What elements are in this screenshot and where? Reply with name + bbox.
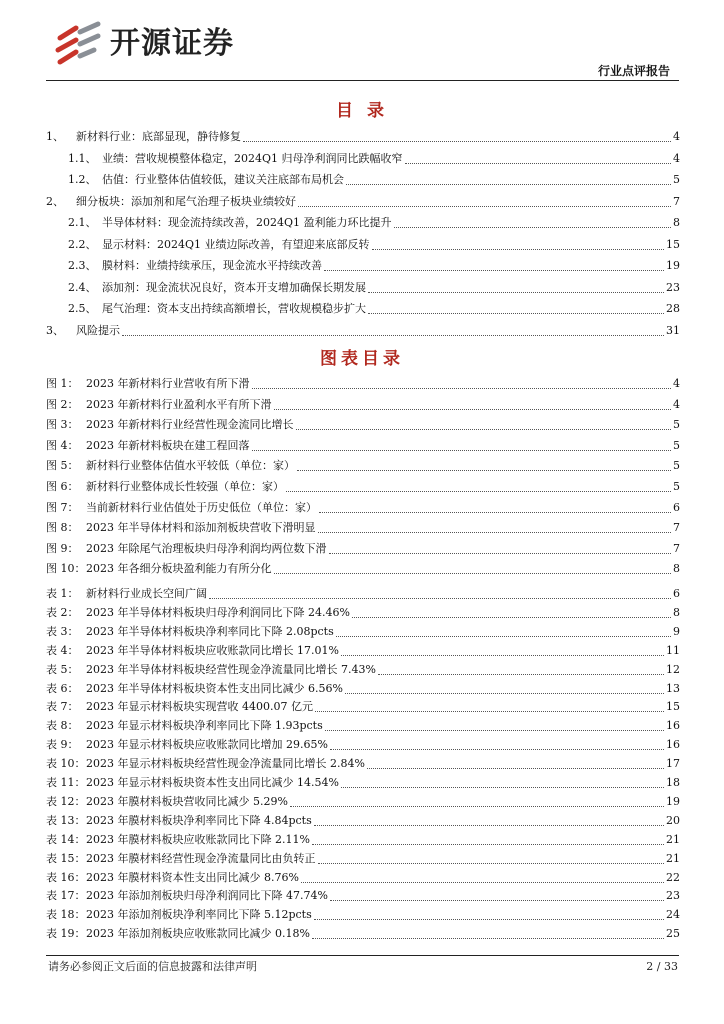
toc-entry-number: 1.1、 [68,151,97,165]
table-entry-number: 表 15： [46,851,86,865]
footer-divider [46,955,679,956]
dot-leader [378,673,664,675]
toc-entry-text: 估值：行业整体估值较低，建议关注底部布局机会 [102,173,344,186]
figure-entry[interactable] [46,560,680,578]
table-entry-number: 表 5： [46,662,79,676]
table-entry[interactable] [46,755,680,773]
table-entry-page: 22 [666,870,680,884]
figure-entry-number: 图 6： [46,480,79,493]
figure-entry-text: 2023 年新材料板块在建工程回落 [86,438,250,452]
table-entry-number: 表 13： [46,813,86,827]
figure-entry-text: 新材料行业整体估值水平较低（单位：家） [86,459,295,473]
toc-entry-page: 8 [673,216,680,229]
figures-toc-title: 图表目录 [320,349,404,369]
table-entry-page: 21 [666,832,680,846]
table-entry[interactable] [46,736,680,754]
figure-entry-text: 新材料行业整体成长性较强（单位：家） [86,480,284,493]
toc-entry-page: 19 [666,259,680,272]
dot-leader [318,862,665,864]
table-entry-page: 19 [666,794,680,808]
dot-leader [329,552,672,554]
figure-entry-page: 7 [673,521,680,535]
table-entry-page: 9 [673,624,680,638]
toc-entry-text: 添加剂：现金流状况良好，资本开支增加确保长期发展 [102,280,366,294]
table-entry-text: 2023 年显示材料板块经营性现金净流量同比增长 2.84% [86,757,365,771]
dot-leader [314,824,664,826]
table-entry-number: 表 8： [46,719,79,733]
dot-leader [297,469,671,471]
toc-entry-number: 2.1、 [68,216,97,229]
toc-entry[interactable] [46,322,680,340]
figure-entry-text: 2023 年除尾气治理板块归母净利润均两位数下滑 [86,541,327,555]
toc-entry-page: 28 [666,302,680,315]
table-entry-number: 表 9： [46,738,79,752]
toc-entry-text: 细分板块：添加剂和尾气治理子板块业绩较好 [76,194,296,208]
company-logo [54,20,284,68]
dot-leader [318,531,672,533]
dot-leader [394,226,671,228]
dot-leader [324,269,664,271]
toc-entry[interactable] [68,300,680,318]
table-entry-text: 2023 年半导体材料板块资本性支出同比减少 6.56% [86,681,343,695]
table-entry-number: 表 12： [46,794,86,808]
table-entry-text: 2023 年膜材料板块净利率同比下降 4.84pcts [86,813,312,827]
toc-entry-number: 2.3、 [68,259,97,272]
toc-entry-number: 2.5、 [68,302,97,315]
dot-leader [352,616,671,618]
dot-leader [301,881,664,883]
table-entry[interactable] [46,717,680,735]
dot-leader [341,654,664,656]
table-entry[interactable] [46,906,680,924]
table-entry-text: 2023 年显示材料板块实现营收 4400.07 亿元 [86,700,313,714]
toc-entry-number: 1.2、 [68,173,97,186]
dot-leader [252,449,672,451]
toc-entry-page: 7 [673,194,680,208]
table-entry-text: 2023 年添加剂板块应收账款同比减少 0.18% [86,927,310,941]
table-entry-text: 2023 年膜材料经营性现金净流量同比由负转正 [86,851,316,865]
table-entry-page: 21 [666,851,680,865]
dot-leader [368,291,664,293]
toc-entry-text: 显示材料：2024Q1 业绩边际改善，有望迎来底部反转 [102,237,370,251]
toc-entry-text: 膜材料：业绩持续承压，现金流水平持续改善 [102,259,322,272]
figure-entry-number: 图 10： [46,562,86,576]
table-entry-number: 表 3： [46,624,79,638]
toc-entry-page: 4 [673,151,680,165]
dot-leader [341,786,664,788]
dot-leader [314,918,664,920]
table-entry[interactable] [46,831,680,849]
dot-leader [290,805,664,807]
figure-entry-text: 2023 年各细分板块盈利能力有所分化 [86,562,272,576]
figure-entry-number: 图 4： [46,438,79,452]
table-entry-page: 15 [666,700,680,714]
table-entry[interactable] [46,793,680,811]
table-entry-text: 2023 年半导体材料板块归母净利润同比下降 24.46% [86,605,350,619]
toc-entry-page: 15 [666,237,680,251]
figure-entry-page: 7 [673,541,680,555]
page-number: 2 / 33 [646,960,678,973]
toc-entry[interactable] [46,128,680,146]
figure-entry-number: 图 7： [46,500,79,514]
table-entry-number: 表 6： [46,681,79,695]
figure-entry-page: 5 [673,418,680,432]
table-entry-page: 25 [666,927,680,941]
toc-entry-page: 5 [673,173,680,186]
dot-leader [274,408,672,410]
toc-entry-page: 23 [666,280,680,294]
table-entry[interactable] [46,604,680,622]
figure-entry-page: 4 [673,397,680,411]
toc-entry[interactable] [68,150,680,168]
figure-entry[interactable] [46,519,680,537]
toc-entry[interactable] [68,236,680,254]
toc-entry-number: 2.2、 [68,237,97,251]
toc-entry[interactable] [68,257,680,275]
dot-leader [330,899,664,901]
table-entry-text: 2023 年添加剂板块净利率同比下降 5.12pcts [86,908,312,922]
table-entry-text: 2023 年半导体材料板块净利率同比下降 2.08pcts [86,624,334,638]
table-entry-page: 18 [666,776,680,789]
table-entry[interactable] [46,774,680,792]
dot-leader [243,140,671,142]
toc-entry-text: 风险提示 [76,323,120,337]
figure-entry-text: 2023 年新材料行业经营性现金流同比增长 [86,418,294,432]
toc-entry-number: 2.4、 [68,280,97,294]
table-entry-number: 表 11： [46,776,86,789]
table-entry-page: 12 [666,662,680,676]
toc-entry-number: 1、 [46,130,64,143]
figure-entry-number: 图 8： [46,521,79,535]
figure-entry-page: 5 [673,459,680,473]
figure-entry-text: 2023 年新材料行业盈利水平有所下滑 [86,397,272,411]
dot-leader [368,312,664,314]
dot-leader [345,692,664,694]
table-entry-page: 6 [673,587,680,600]
dot-leader [336,635,671,637]
table-entry[interactable] [46,642,680,660]
table-entry-number: 表 2： [46,605,79,619]
table-entry-text: 2023 年膜材料板块营收同比减少 5.29% [86,794,288,808]
table-entry-page: 8 [673,605,680,619]
table-entry-number: 表 7： [46,700,79,714]
report-type-label: 行业点评报告 [597,64,670,78]
figure-entry-page: 5 [673,438,680,452]
figure-entry-number: 图 3： [46,418,79,432]
dot-leader [298,205,671,207]
table-entry[interactable] [46,661,680,679]
table-entry-page: 16 [666,738,680,752]
dot-leader [312,843,664,845]
table-entry[interactable] [46,850,680,868]
toc-entry[interactable] [68,171,680,189]
toc-entry-text: 尾气治理：资本支出持续高额增长，营收规模稳步扩大 [102,302,366,315]
figure-entry-number: 图 2： [46,397,79,411]
dot-leader [405,162,671,164]
figure-entry[interactable] [46,396,680,414]
table-entry[interactable] [46,925,680,943]
figure-entry-number: 图 1： [46,377,79,390]
figure-entry-page: 4 [673,377,680,390]
table-entry-page: 24 [666,908,680,922]
table-entry-number: 表 14： [46,832,86,846]
figure-entry[interactable] [46,540,680,558]
toc-entry-text: 半导体材料：现金流持续改善，2024Q1 盈利能力环比提升 [102,216,392,229]
toc-entry-number: 3、 [46,323,64,337]
toc-entry-page: 31 [666,323,680,337]
table-entry-text: 2023 年添加剂板块归母净利润同比下降 47.74% [86,889,328,903]
company-name: 开源证券 [110,26,234,61]
table-entry-page: 16 [666,719,680,733]
dot-leader [367,767,664,769]
table-entry-number: 表 18： [46,908,86,922]
table-entry[interactable] [46,680,680,698]
dot-leader [312,937,664,939]
figure-entry[interactable] [46,478,680,496]
figure-entry[interactable] [46,416,680,434]
figure-entry-number: 图 9： [46,541,79,555]
table-entry[interactable] [46,869,680,887]
table-entry-text: 2023 年半导体材料板块应收账款同比增长 17.01% [86,643,339,657]
dot-leader [319,511,671,513]
toc-entry[interactable] [68,214,680,232]
toc-entry-page: 4 [673,130,680,143]
table-entry-number: 表 17： [46,889,86,903]
figure-entry[interactable] [46,437,680,455]
logo-mark-icon [54,20,102,68]
figure-entry-page: 5 [673,480,680,493]
dot-leader [346,183,671,185]
figure-entry-text: 当前新材料行业估值处于历史低位（单位：家） [86,500,317,514]
table-entry-number: 表 10： [46,757,86,771]
table-entry-text: 2023 年膜材料板块应收账款同比下降 2.11% [86,832,310,846]
table-entry-text: 2023 年显示材料板块净利率同比下降 1.93pcts [86,719,323,733]
table-entry-number: 表 16： [46,870,86,884]
figure-entry[interactable] [46,457,680,475]
table-entry[interactable] [46,623,680,641]
table-entry[interactable] [46,887,680,905]
table-entry-text: 2023 年显示材料板块资本性支出同比减少 14.54% [86,776,339,789]
table-entry[interactable] [46,812,680,830]
toc-entry-number: 2、 [46,194,64,208]
table-entry-text: 2023 年膜材料资本性支出同比减少 8.76% [86,870,299,884]
dot-leader [325,729,664,731]
dot-leader [372,248,664,250]
toc-title: 目 录 [336,101,388,121]
table-entry-page: 17 [666,757,680,771]
table-entry-text: 2023 年显示材料板块应收账款同比增加 29.65% [86,738,328,752]
dot-leader [252,387,672,389]
table-entry-number: 表 4： [46,643,79,657]
header-divider [46,80,679,81]
dot-leader [330,748,664,750]
table-entry-number: 表 19： [46,927,86,941]
page-header [0,0,724,84]
dot-leader [209,597,671,599]
figure-entry-page: 8 [673,562,680,576]
figure-entry-text: 2023 年半导体材料和添加剂板块营收下滑明显 [86,521,316,535]
toc-entry[interactable] [68,279,680,297]
table-entry-text: 新材料行业成长空间广阔 [86,587,207,600]
toc-entry[interactable] [46,193,680,211]
toc-entry-text: 业绩：营收规模整体稳定，2024Q1 归母净利润同比跌幅收窄 [102,151,403,165]
figure-entry[interactable] [46,375,680,393]
dot-leader [286,490,671,492]
table-entry[interactable] [46,698,680,716]
table-entry-number: 表 1： [46,587,79,600]
figure-entry-text: 2023 年新材料行业营收有所下滑 [86,377,250,390]
figure-entry-number: 图 5： [46,459,79,473]
figure-entry[interactable] [46,499,680,517]
dot-leader [315,710,664,712]
footer-disclaimer: 请务必参阅正文后面的信息披露和法律声明 [48,960,257,973]
dot-leader [296,428,672,430]
table-entry[interactable] [46,585,680,603]
table-entry-page: 11 [666,643,680,657]
table-entry-text: 2023 年半导体材料板块经营性现金净流量同比增长 7.43% [86,662,376,676]
figure-entry-page: 6 [673,500,680,514]
table-entry-page: 23 [666,889,680,903]
table-entry-page: 20 [666,813,680,827]
toc-entry-text: 新材料行业：底部显现，静待修复 [76,130,241,143]
table-entry-page: 13 [666,681,680,695]
dot-leader [122,334,664,336]
dot-leader [274,572,672,574]
